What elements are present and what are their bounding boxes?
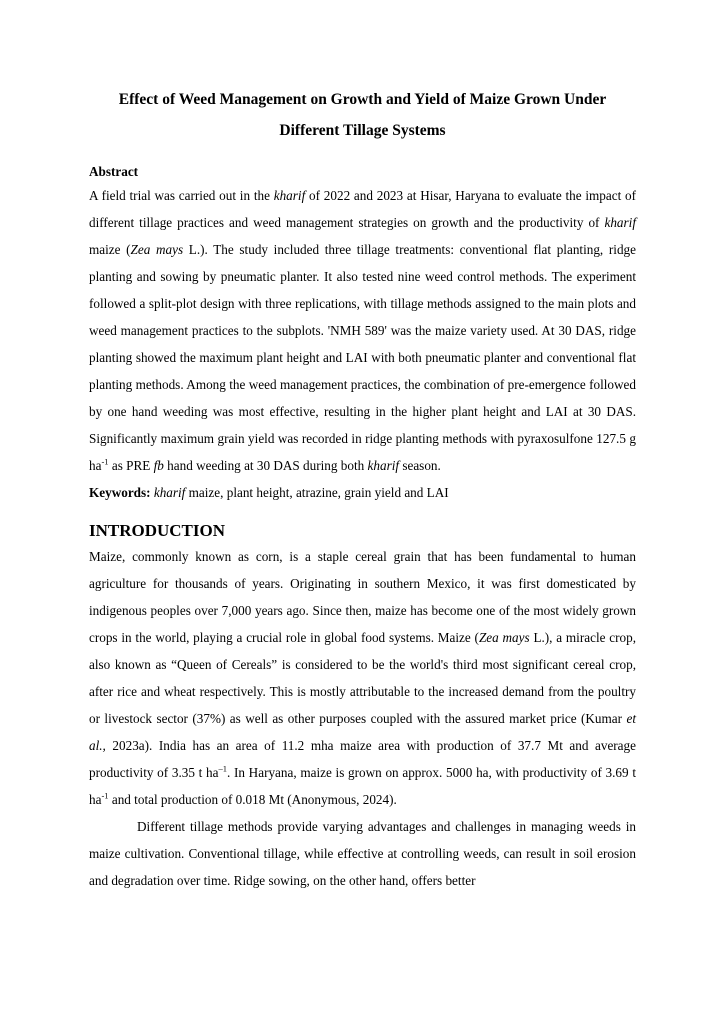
paper-title-line1: Effect of Weed Management on Growth and Yield of Maize Grown Under <box>118 91 607 108</box>
intro-paragraph-2: Different tillage methods provide varying advantages and challenges in managing weeds in maize cultivation. Conventional tillage, while effective at controlling weeds, can result in soil erosion and degradation over time. Ridge sowing, on the other hand, offers better <box>89 819 636 888</box>
abstract-paragraph: A field trial was carried out in the kharif of 2022 and 2023 at Hisar, Haryana to evaluate the impact of different tillage practices and weed management strategies on growth and the productivity of kharif maize (Zea mays L.). The study included three tillage treatments: conventional flat planting, ridge planting and sowing by pneumatic planter. It also tested nine weed control methods. The experiment followed a split-plot design with three replications, with tillage methods assigned to the main plots and weed management practices to the subplots. 'NMH 589' was the maize variety used. At 30 DAS, ridge planting showed the maximum plant height and LAI with both pneumatic planter and conventional flat planting methods. Among the weed management practices, the combination of pre-emergence followed by one hand weeding was most effective, resulting in the higher plant height and LAI at 30 DAS. Significantly maximum grain yield was recorded in ridge planting methods with pyraxosulfone 127.5 g $ha^{-1}$ as PRE fb hand weeding at 30 DAS during both kharif season. <box>89 188 636 473</box>
paper-title-line2: Different Tillage Systems <box>279 122 446 139</box>
abstract-heading: Abstract <box>89 164 139 179</box>
intro-paragraph-1: Maize, commonly known as corn, is a staple cereal grain that has been fundamental to human agriculture for thousands of years. Originating in southern Mexico, it was first domesticated by indigenous peoples over 7,000 years ago. Since then, maize has become one of the most widely grown crops in the world, playing a crucial role in global food systems. Maize (Zea mays L.), a miracle crop, also known as “Queen of Cereals” is considered to be the world's third most significant cereal crop, after rice and wheat respectively. This is mostly attributable to the increased demand from the poultry or livestock sector (37%) as well as other purposes coupled with the assured market price (Kumar et al., 2023a). India has an area of 11.2 mha maize area with production of 37.7 Mt and average productivity of 3.35 t $ha^{-1}$. In Haryana, maize is grown on approx. 5000 ha, with productivity of 3.69 t $ha^{-1}$ and total production of 0.018 Mt (Anonymous, 2024). <box>89 549 636 807</box>
introduction-heading: INTRODUCTION <box>89 521 226 540</box>
keywords-line: Keywords: kharif maize, plant height, atrazine, grain yield and LAI <box>89 485 449 500</box>
paper-title <box>89 84 636 146</box>
